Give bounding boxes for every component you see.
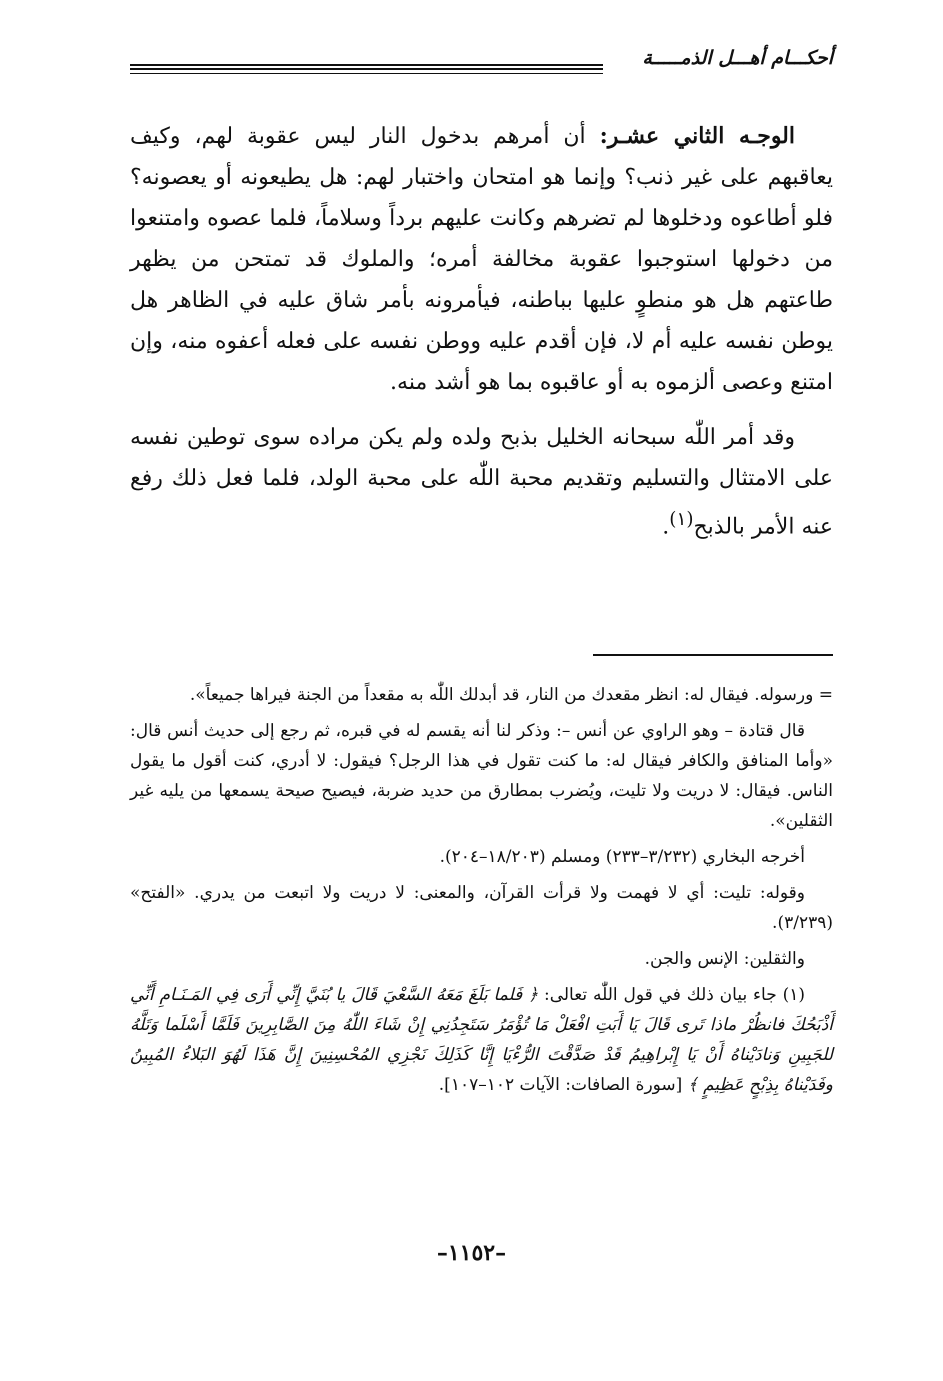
footnote-separator [593, 654, 833, 656]
quran-verse: ﴿ فَلما بَلَغَ مَعَهُ السَّعْيَ قَالَ يا بُنَيَّ إِنِّي أَرَى فِي المَـنَـامِ أَنِّي أَذْبَحُكَ فانظُرْ ماذا تَرى قَالَ يَا أَبَتِ افْعَلْ مَا تُؤْمَرُ سَتَجِدُنِي إِنْ شَاءَ اللّٰهُ مِنَ الصَّابِرِينَ فَلَمَّا أَسْلَما وَتَلَّهُ للجَبِينِ وَنادَيْناهُ أَنْ يَا إِبْراهِيمُ قَدْ صَدَّقْتَ الرُّءْيَا إِنَّا كَذَلِكَ نَجْزِي المُحْسِنِينَ إِنَّ هَذَا لَهُوَ البَلاءُ المُبِينُ وفَدَيْناهُ بِذِبْحٍ عَظِيمٍ ﴾ [130, 985, 833, 1095]
main-text [130, 116, 833, 561]
paragraph-twelfth-aspect [130, 116, 833, 403]
paragraph-khalil [130, 417, 833, 547]
footnote-1-intro: (١) جاء بيان ذلك في قول اللّٰه تعالى: [543, 985, 806, 1005]
paragraph-end: . [662, 514, 670, 540]
footnote-takhrij: أخرجه البخاري (٣/٢٣٢–٢٣٣) ومسلم (١٨/٢٠٣–٢٠٤). [439, 847, 805, 867]
footnote-continuation: = ورسوله. فيقال له: انظر مقعدك من النار، قد أبدلك اللّٰه به مقعداً من الجنة فيراها جميعاً». [189, 685, 833, 705]
paragraph-lead: الوجـه الثاني عشـر: [599, 123, 795, 149]
footnote-reference[interactable]: (١) [669, 509, 694, 530]
footnote-1 [130, 980, 833, 1100]
header-double-rule [130, 64, 603, 70]
footnotes [130, 680, 833, 1106]
page-number: –١١٥٢– [436, 1240, 507, 1266]
header-thin-rule [130, 73, 603, 74]
footnote-qatada: قال قتادة – وهو الراوي عن أنس –: وذكر لنا أنه يقسم له في قبره، ثم رجع إلى حديث أنس قال: «وأما المنافق والكافر فيقال له: ما كنت تقول في هذا الرجل؟ فيقول: لا أدري، كنت أقول ما يقول الناس. فيقال: لا دريت ولا تليت، ويُضرب بمطارق من حديد ضربة، فيصيح صيحة يسمعها من يليه غير الثقلين». [130, 721, 833, 831]
paragraph-body: وقد أمر اللّٰه سبحانه الخليل بذبح ولده ولم يكن مراده سوى توطين نفسه على الامتثال والتسليم وتقديم محبة اللّٰه على محبة الولد، فلما فعل ذلك رفع عنه الأمر بالذبح [130, 425, 833, 540]
page-header [130, 46, 833, 76]
footnote-thaqalayn: والثقلين: الإنس والجن. [644, 949, 805, 969]
paragraph-body: أن أمرهم بدخول النار ليس عقوبة لهم، وكيف يعاقبهم على غير ذنب؟ وإنما هو امتحان واختبار لهم: هل يطيعونه أو يعصونه؟ فلو أطاعوه ودخلوها لم تضرهم وكانت عليهم برداً وسلاماً، فلما عصوه وامتنعوا من دخولها استوجبوا عقوبة مخالفة أمره؛ والملوك قد تمتحن من يظهر طاعتهم هل هو منطوٍ عليها بباطنه، فيأمرونه بأمر شاق عليه في الظاهر هل يوطن نفسه عليه أم لا، فإن أقدم عليه ووطن نفسه على فعله أعفوه منه، وإن امتنع وعصى ألزموه به أو عاقبوه بما هو أشد منه. [130, 124, 833, 395]
running-title: أحكـــام أهـــل الذمـــــة [642, 47, 833, 69]
footnote-1-source: [سورة الصافات: الآيات ١٠٢–١٠٧]. [438, 1075, 683, 1095]
footnote-tulayt: وقوله: تليت: أي لا فهمت ولا قرأت القرآن، والمعنى: لا دريت ولا اتبعت من يدري. «الفتح» (٣/٢٣٩). [130, 883, 833, 933]
